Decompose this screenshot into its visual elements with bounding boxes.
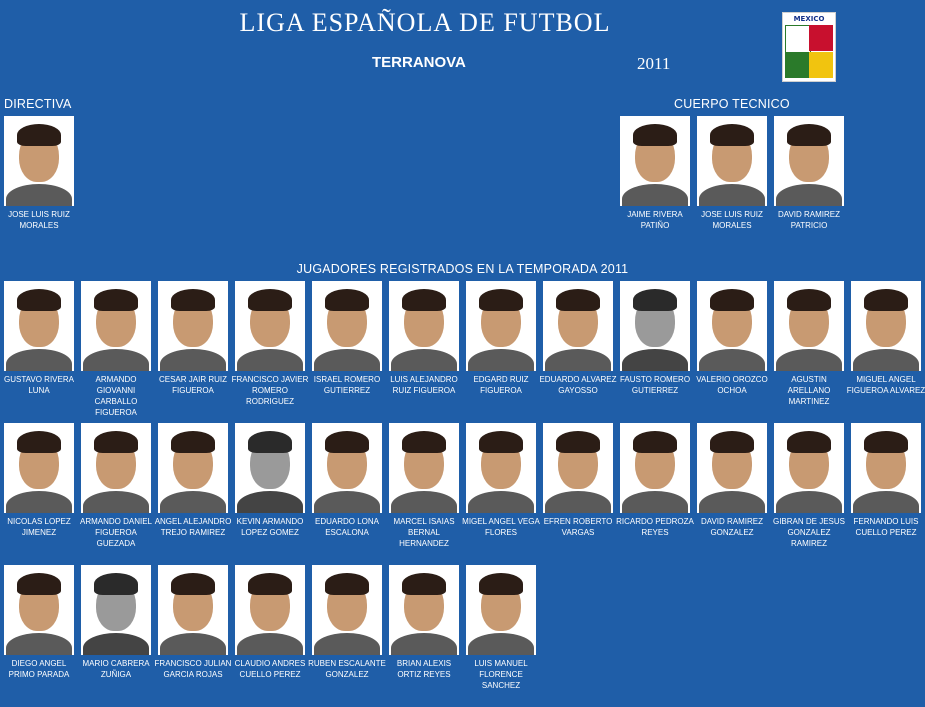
section-jugadores-heading: JUGADORES REGISTRADOS EN LA TEMPORADA 2011 — [296, 262, 629, 276]
person-photo — [466, 281, 536, 371]
person-photo — [312, 565, 382, 655]
person-name: GUSTAVO RIVERA LUNA — [4, 375, 74, 395]
person-name: FRANCISCO JAVIER ROMERO RODRIGUEZ — [231, 375, 309, 406]
section-directiva-heading: DIRECTIVA — [4, 97, 72, 111]
person-card — [539, 281, 617, 396]
person-card — [620, 116, 690, 231]
person-photo — [697, 423, 767, 513]
section-cuerpo-tecnico-heading: CUERPO TECNICO — [674, 97, 790, 111]
person-photo — [620, 423, 690, 513]
person-card — [697, 116, 767, 231]
person-name: NICOLAS LOPEZ JIMENEZ — [7, 517, 71, 537]
mexico-crest-logo — [782, 12, 836, 82]
person-name: GIBRAN DE JESUS GONZALEZ RAMIREZ — [772, 517, 845, 548]
person-name: JOSE LUIS RUIZ MORALES — [701, 210, 763, 230]
person-card — [697, 281, 767, 396]
person-name: DIEGO ANGEL PRIMO PARADA — [8, 659, 70, 679]
person-name: FAUSTO ROMERO GUTIERREZ — [619, 375, 691, 395]
person-name: ANGEL ALEJANDRO TREJO RAMIREZ — [154, 517, 232, 537]
person-photo — [4, 281, 74, 371]
person-name: LUIS MANUEL FLORENCE SANCHEZ — [474, 659, 528, 690]
person-card — [4, 281, 74, 396]
person-card — [774, 423, 844, 549]
person-photo — [312, 281, 382, 371]
person-card — [312, 423, 382, 538]
person-card — [462, 423, 540, 538]
person-name: ISRAEL ROMERO GUTIERREZ — [313, 375, 381, 395]
person-card — [466, 281, 536, 396]
person-name: EFREN ROBERTO VARGAS — [543, 517, 613, 537]
person-name: MIGEL ANGEL VEGA FLORES — [462, 517, 540, 537]
person-photo — [774, 116, 844, 206]
person-photo — [620, 281, 690, 371]
person-card — [81, 565, 151, 680]
person-name: RICARDO PEDROZA REYES — [616, 517, 694, 537]
person-photo — [697, 281, 767, 371]
person-card — [774, 281, 844, 407]
person-name: CESAR JAIR RUIZ FIGUEROA — [158, 375, 227, 395]
person-name: FRANCISCO JULIAN GARCIA ROJAS — [154, 659, 232, 679]
person-photo — [235, 281, 305, 371]
crest-ball-quadrant — [809, 25, 833, 51]
person-name: VALERIO OROZCO OCHOA — [696, 375, 768, 395]
crest-eagle-quadrant — [785, 25, 811, 53]
person-card — [851, 423, 921, 538]
person-photo — [620, 116, 690, 206]
person-card — [308, 565, 386, 680]
person-card — [81, 423, 151, 549]
person-photo — [158, 565, 228, 655]
person-name: EDGARD RUIZ FIGUEROA — [473, 375, 529, 395]
crest-label: MEXICO — [793, 15, 825, 23]
person-card — [231, 281, 309, 407]
person-name: LUIS ALEJANDRO RUIZ FIGUEROA — [390, 375, 458, 395]
person-photo — [4, 116, 74, 206]
person-name: MARCEL ISAIAS BERNAL HERNANDEZ — [393, 517, 455, 548]
crest-lion-quadrant — [809, 52, 833, 78]
person-card — [389, 565, 459, 680]
person-name: KEVIN ARMANDO LOPEZ GOMEZ — [236, 517, 304, 537]
team-name: TERRANOVA — [372, 54, 466, 71]
crest-ball-quadrant — [785, 52, 809, 78]
person-photo — [389, 281, 459, 371]
person-photo — [466, 565, 536, 655]
person-card — [235, 423, 305, 538]
person-card — [154, 423, 232, 538]
person-card — [4, 565, 74, 680]
person-name: JOSE LUIS RUIZ MORALES — [8, 210, 70, 230]
person-name: FERNANDO LUIS CUELLO PEREZ — [853, 517, 919, 537]
person-card — [81, 281, 151, 418]
person-card — [4, 116, 74, 231]
person-name: CLAUDIO ANDRES CUELLO PEREZ — [234, 659, 306, 679]
person-card — [697, 423, 767, 538]
person-name: DAVID RAMIREZ GONZALEZ — [700, 517, 764, 537]
person-name: JAIME RIVERA PATIÑO — [627, 210, 683, 230]
person-photo — [4, 423, 74, 513]
person-photo — [543, 281, 613, 371]
person-name: EDUARDO ALVAREZ GAYOSSO — [539, 375, 617, 395]
person-card — [543, 423, 613, 538]
person-card — [389, 423, 459, 549]
person-photo — [312, 423, 382, 513]
person-name: MARIO CABRERA ZUÑIGA — [82, 659, 150, 679]
person-card — [235, 565, 305, 680]
page-title: LIGA ESPAÑOLA DE FUTBOL — [239, 8, 611, 37]
person-photo — [158, 281, 228, 371]
person-photo — [543, 423, 613, 513]
person-card — [4, 423, 74, 538]
person-card — [466, 565, 536, 691]
person-card — [158, 281, 228, 396]
person-photo — [774, 281, 844, 371]
person-card — [389, 281, 459, 396]
person-photo — [389, 565, 459, 655]
season-year: 2011 — [637, 54, 671, 73]
person-name: EDUARDO LONA ESCALONA — [314, 517, 379, 537]
person-photo — [389, 423, 459, 513]
person-card — [154, 565, 232, 680]
person-name: ARMANDO GIOVANNI CARBALLO FIGUEROA — [94, 375, 138, 417]
person-photo — [466, 423, 536, 513]
person-card — [312, 281, 382, 396]
person-photo — [81, 423, 151, 513]
person-name: BRIAN ALEXIS ORTIZ REYES — [396, 659, 452, 679]
person-name: MIGUEL ANGEL FIGUEROA ALVAREZ — [846, 375, 925, 395]
person-photo — [4, 565, 74, 655]
person-name: AGUSTIN ARELLANO MARTINEZ — [787, 375, 831, 406]
person-card — [616, 423, 694, 538]
person-card — [620, 281, 690, 396]
person-photo — [774, 423, 844, 513]
person-photo — [81, 281, 151, 371]
person-name: DAVID RAMIREZ PATRICIO — [777, 210, 841, 230]
person-photo — [158, 423, 228, 513]
person-card — [846, 281, 925, 396]
person-photo — [697, 116, 767, 206]
person-photo — [851, 423, 921, 513]
person-name: ARMANDO DANIEL FIGUEROA GUEZADA — [79, 517, 152, 548]
person-photo — [851, 281, 921, 371]
person-photo — [235, 565, 305, 655]
person-photo — [235, 423, 305, 513]
person-name: RUBEN ESCALANTE GONZALEZ — [308, 659, 386, 679]
person-photo — [81, 565, 151, 655]
person-card — [774, 116, 844, 231]
